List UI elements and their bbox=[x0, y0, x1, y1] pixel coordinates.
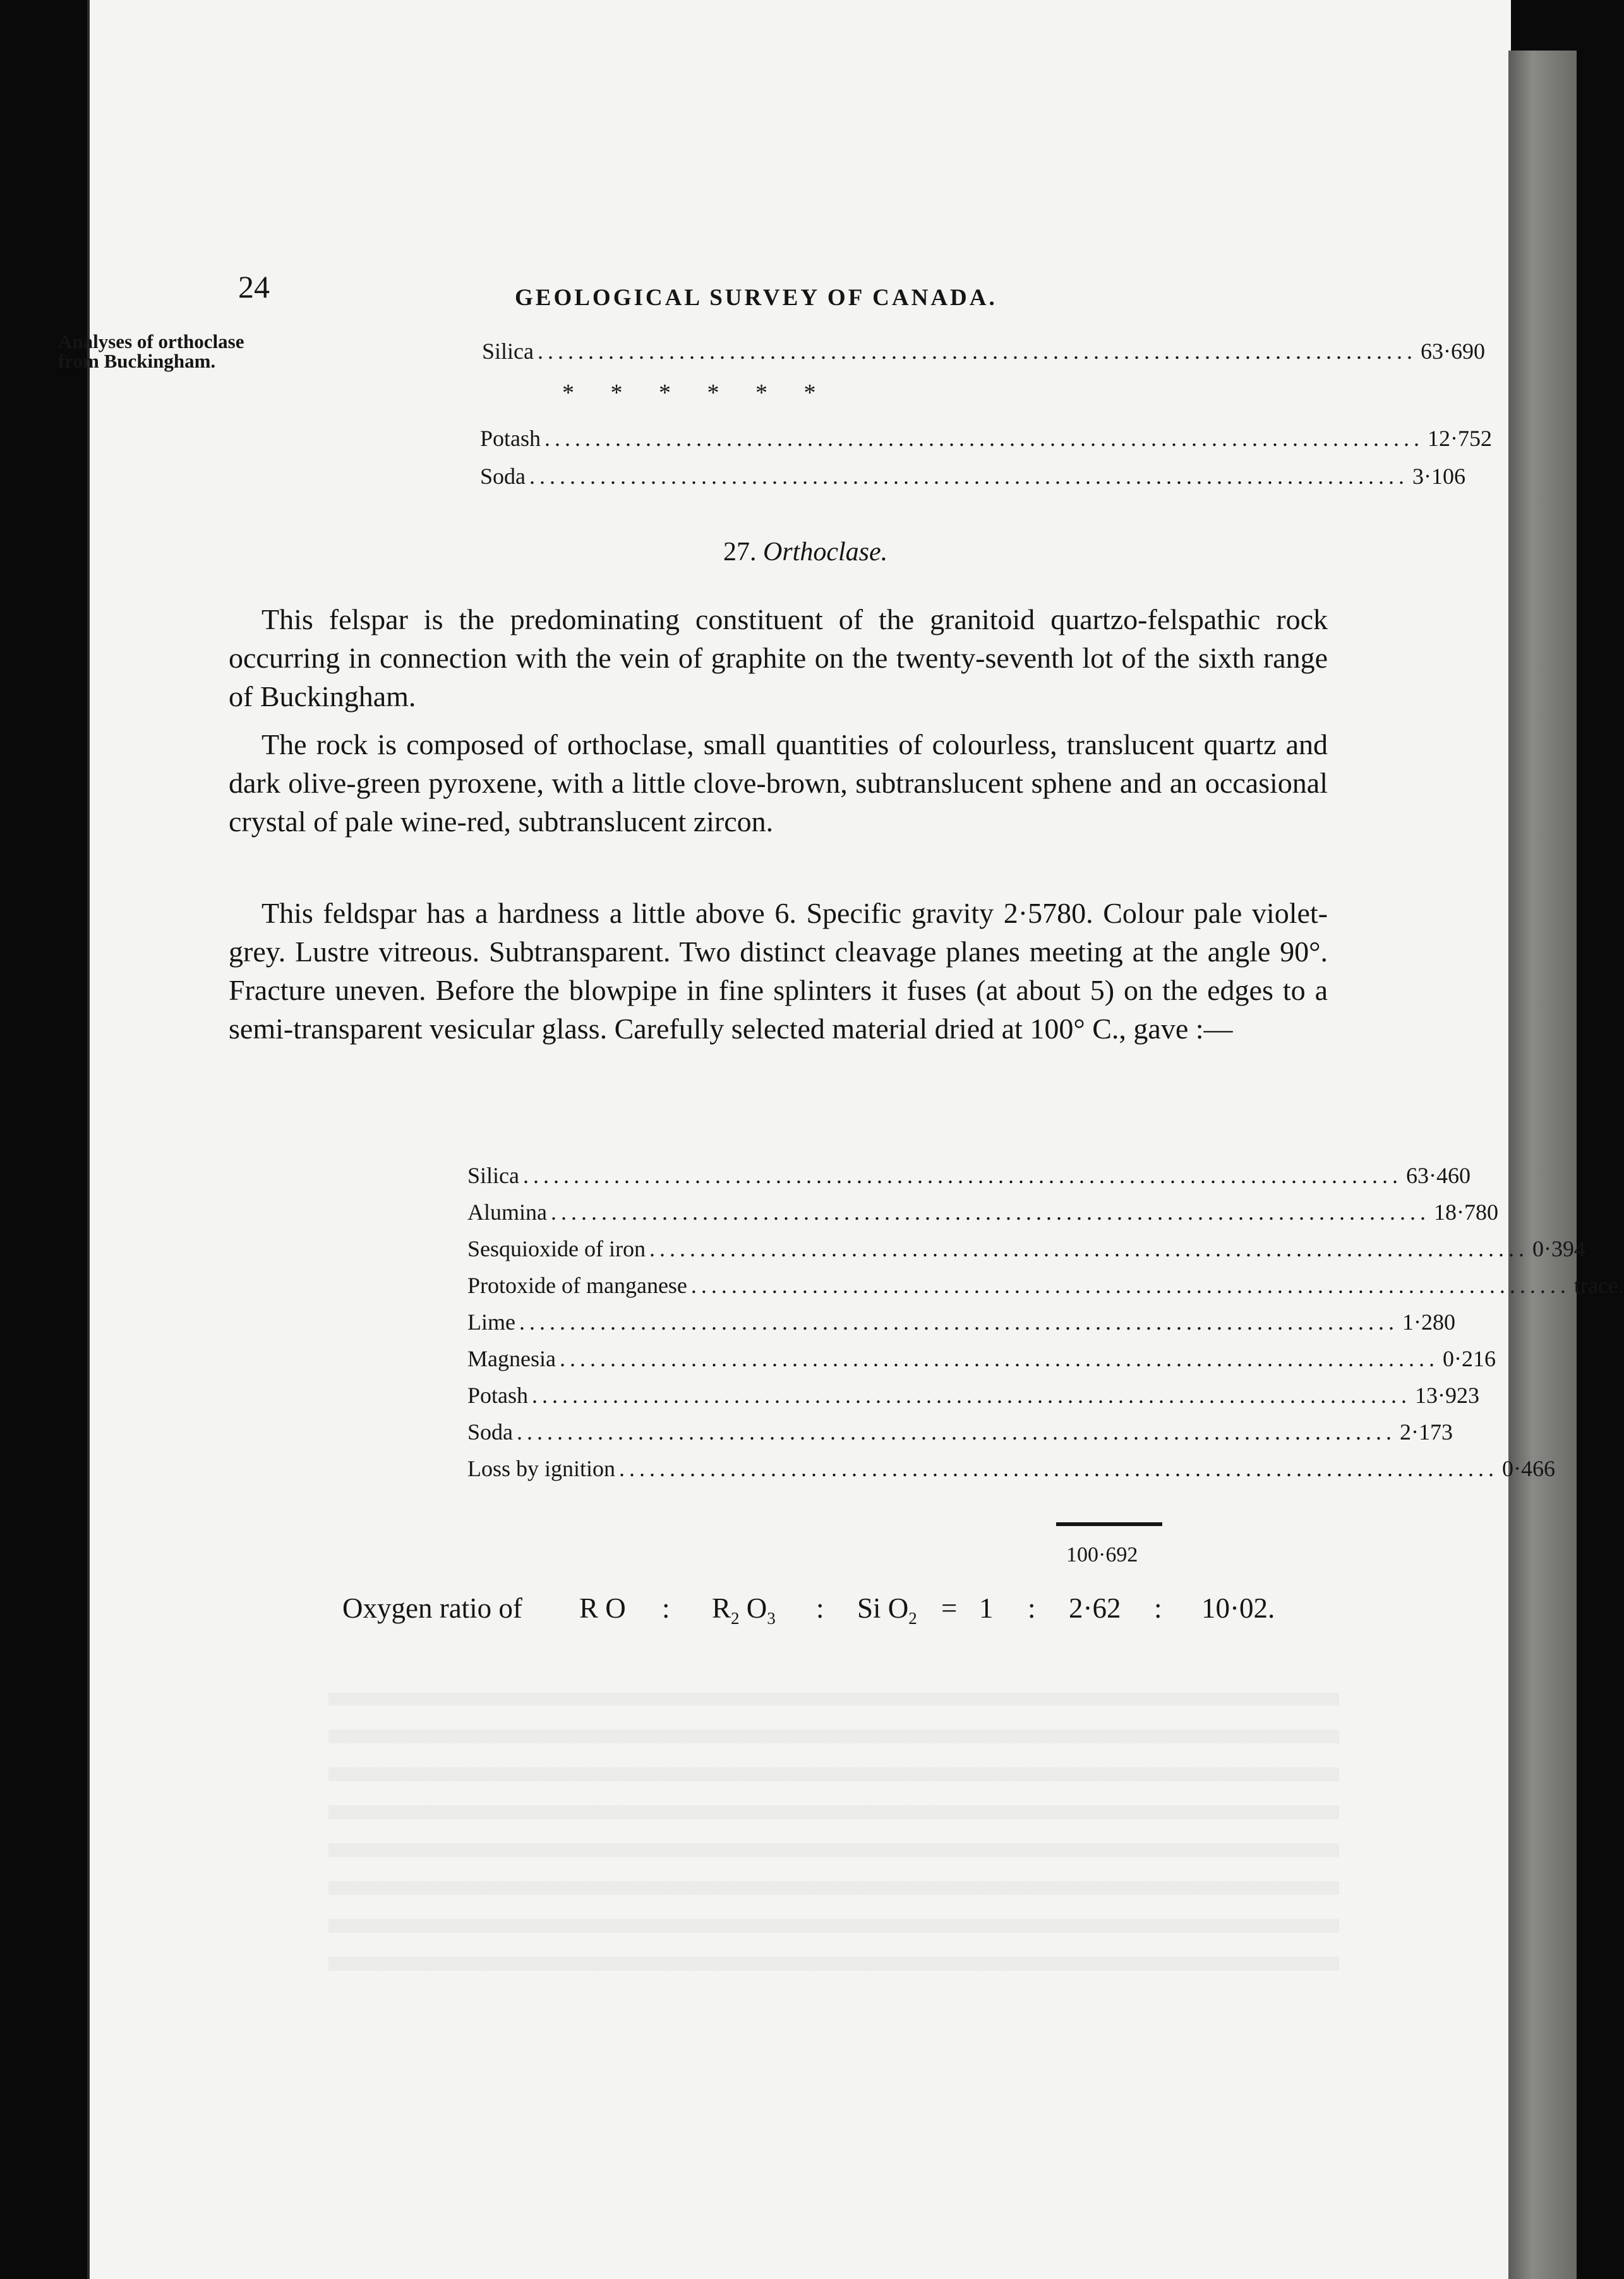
row-value: 12·752 bbox=[1428, 426, 1493, 451]
ratio-colon: : bbox=[1028, 1592, 1036, 1624]
ratio-colon: : bbox=[816, 1592, 824, 1624]
table-row bbox=[467, 1382, 1480, 1417]
row-label: Protoxide of manganese bbox=[467, 1273, 687, 1298]
ratio-value-2: 2·62 bbox=[1069, 1592, 1121, 1624]
sio2-term bbox=[857, 1592, 917, 1628]
equals-sign: = bbox=[941, 1592, 958, 1624]
row-value: 0·394 bbox=[1532, 1236, 1585, 1261]
running-head: GEOLOGICAL SURVEY OF CANADA. bbox=[515, 285, 997, 311]
total-rule bbox=[1056, 1522, 1162, 1526]
row-label: Alumina bbox=[467, 1200, 547, 1225]
row-label: Potash bbox=[480, 426, 541, 451]
ratio-value-1: 1 bbox=[979, 1592, 994, 1624]
bleed-through bbox=[328, 1693, 1339, 1971]
leader-dots: ....................................................................................... bbox=[532, 1383, 1412, 1408]
leader-dots: ....................................................................................... bbox=[519, 1309, 1398, 1335]
page-number: 24 bbox=[238, 269, 270, 304]
row-value: 3·106 bbox=[1412, 464, 1465, 489]
row-label: Soda bbox=[467, 1419, 513, 1445]
r-symbol: R bbox=[712, 1592, 731, 1624]
table-row bbox=[467, 1162, 1471, 1197]
leader-dots: ....................................................................................... bbox=[537, 339, 1417, 364]
paragraph: The rock is composed of orthoclase, small quantities of colourless, translucent quartz and dark olive-green pyroxene, with a little clove-brown, subtranslucent sphene and an occasional crystal of pale wine-red, subtranslucent zircon. bbox=[229, 728, 1328, 838]
leader-dots: ....................................................................................... bbox=[550, 1200, 1430, 1225]
leader-dots: ....................................................................................... bbox=[529, 464, 1409, 489]
omission-marks: * * * * * * bbox=[562, 380, 816, 406]
section-title: Orthoclase. bbox=[763, 538, 888, 567]
row-value: 63·460 bbox=[1405, 1163, 1471, 1188]
leader-dots: ....................................................................................... bbox=[517, 1419, 1396, 1445]
first-analysis-row bbox=[480, 425, 1493, 460]
row-label: Loss by ignition bbox=[467, 1456, 616, 1481]
row-label: Lime bbox=[467, 1309, 515, 1335]
section-heading bbox=[723, 537, 887, 567]
paragraph: This felspar is the predominating constituent of the granitoid quartzo-felspathic rock occurring in connection with the vein of graphite on the twenty-seventh lot of the sixth range of Buckingham. bbox=[229, 603, 1328, 713]
table-row bbox=[467, 1272, 1624, 1307]
leader-dots: ....................................................................................... bbox=[649, 1236, 1529, 1261]
row-label: Potash bbox=[467, 1383, 529, 1408]
row-value: 1·280 bbox=[1402, 1309, 1455, 1335]
o-subscript: 3 bbox=[767, 1609, 776, 1628]
row-label: Soda bbox=[480, 464, 526, 489]
table-row bbox=[467, 1345, 1496, 1380]
row-label: Silica bbox=[467, 1163, 519, 1188]
o-symbol: O bbox=[746, 1592, 767, 1624]
table-row bbox=[467, 1199, 1498, 1234]
total-value: 100·692 bbox=[1066, 1543, 1138, 1566]
si-symbol: Si O bbox=[857, 1592, 909, 1624]
margin-note: Analyses of orthoclase from Buckingham. bbox=[58, 330, 244, 372]
ro-term: R O bbox=[579, 1592, 626, 1624]
row-value: 63·690 bbox=[1420, 339, 1485, 364]
row-value: 18·780 bbox=[1433, 1200, 1498, 1225]
row-value: trace. bbox=[1573, 1273, 1624, 1298]
row-label: Magnesia bbox=[467, 1346, 556, 1371]
row-label: Sesquioxide of iron bbox=[467, 1236, 646, 1261]
oxygen-ratio-label: Oxygen ratio of bbox=[342, 1592, 522, 1624]
row-label: Silica bbox=[482, 339, 534, 364]
leader-dots: ....................................................................................... bbox=[544, 426, 1424, 451]
table-row bbox=[467, 1236, 1585, 1270]
r-subscript: 2 bbox=[731, 1609, 740, 1628]
leader-dots: ....................................................................................... bbox=[559, 1346, 1439, 1371]
si-subscript: 2 bbox=[908, 1609, 917, 1628]
table-row bbox=[467, 1455, 1556, 1490]
leader-dots: ....................................................................................... bbox=[522, 1163, 1402, 1188]
table-row bbox=[467, 1419, 1453, 1453]
ratio-value-3: 10·02. bbox=[1201, 1592, 1275, 1624]
table-row bbox=[467, 1309, 1455, 1344]
row-value: 2·173 bbox=[1400, 1419, 1453, 1445]
r2o3-term bbox=[712, 1592, 776, 1628]
section-number: 27. bbox=[723, 538, 757, 567]
page-edge bbox=[1508, 51, 1577, 2279]
paragraph: This feldspar has a hardness a little above 6. Specific gravity 2·5780. Colour pale violet-grey. Lustre vitreous. Subtransparent. Two distinct cleavage planes meeting at the angle 90°. Fracture uneven. Before the blowpipe in fine splinters it fuses (at about 5) on the edges to a semi-transparent vesicular glass. Carefully selected material dried at 100° C., gave :— bbox=[229, 897, 1328, 1045]
ratio-colon: : bbox=[662, 1592, 670, 1624]
row-value: 0·216 bbox=[1442, 1346, 1496, 1371]
row-value: 0·466 bbox=[1502, 1456, 1556, 1481]
first-analysis-row bbox=[482, 338, 1485, 373]
row-value: 13·923 bbox=[1415, 1383, 1480, 1408]
ratio-colon: : bbox=[1154, 1592, 1162, 1624]
first-analysis-row bbox=[480, 463, 1465, 498]
leader-dots: ....................................................................................... bbox=[690, 1273, 1570, 1298]
leader-dots: ....................................................................................... bbox=[619, 1456, 1499, 1481]
